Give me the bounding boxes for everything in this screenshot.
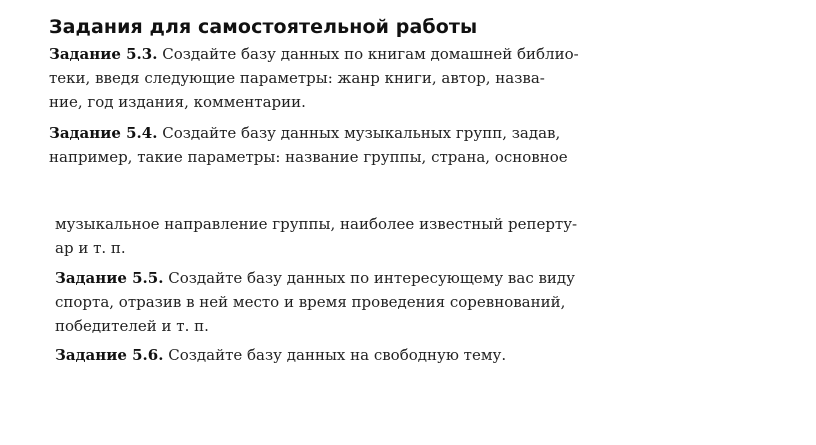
task-text: Создайте базу данных музыкальных групп, задав, <box>157 124 561 142</box>
task-text-line: теки, введя следующие параметры: жанр книги, автор, назва- <box>49 69 545 87</box>
task-label: Задание 5.5. <box>55 269 164 287</box>
task-label: Задание 5.4. <box>49 124 158 142</box>
task-text-line: победителей и т. п. <box>55 317 209 335</box>
task-text-line: ние, год издания, комментарии. <box>49 93 306 111</box>
task-5-6 <box>55 343 506 367</box>
task-first-line <box>49 42 579 66</box>
task-5-4 <box>49 121 568 169</box>
task-5-3 <box>49 42 579 114</box>
task-label: Задание 5.3. <box>49 45 158 63</box>
task-text: Создайте базу данных по книгам домашней библио- <box>157 45 579 63</box>
task-text-line: спорта, отразив в ней место и время проведения соревнований, <box>55 293 566 311</box>
task-first-line <box>55 343 506 367</box>
task-text: Создайте базу данных по интересующему вас виду <box>163 269 575 287</box>
task-label: Задание 5.6. <box>55 346 164 364</box>
task-text-line: музыкальное направление группы, наиболее известный реперту- <box>55 215 578 233</box>
task-5-4-continuation <box>55 212 577 260</box>
section-heading: Задания для самостоятельной работы <box>49 16 478 38</box>
task-text-line: например, такие параметры: название группы, страна, основное <box>49 148 568 166</box>
task-first-line <box>55 266 575 290</box>
task-text-line: ар и т. п. <box>55 239 126 257</box>
task-5-5 <box>55 266 575 338</box>
task-text: Создайте базу данных на свободную тему. <box>163 346 507 364</box>
task-first-line <box>49 121 568 145</box>
